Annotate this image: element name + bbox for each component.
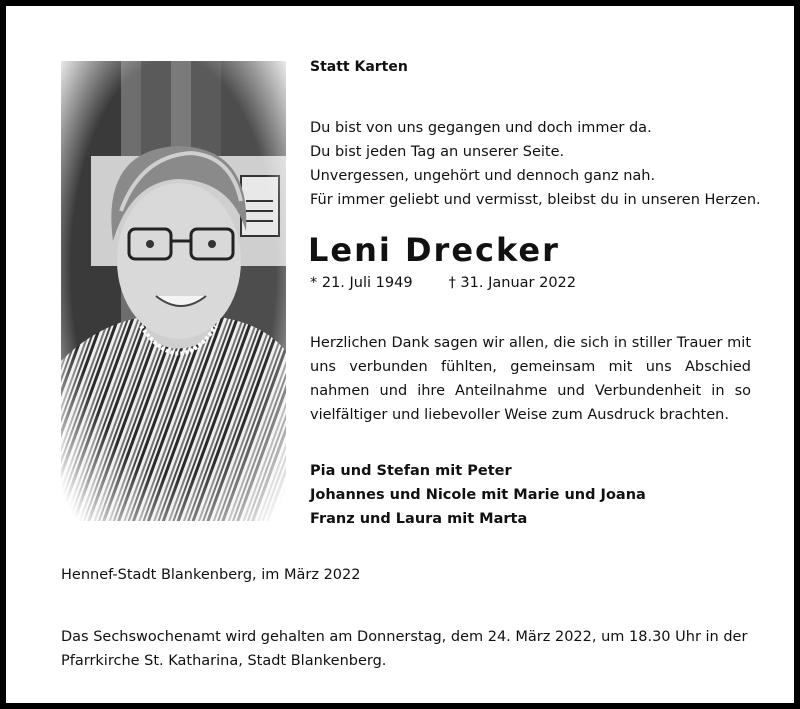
family-line: Pia und Stefan mit Peter: [310, 463, 512, 479]
thanks-paragraph: Herzlichen Dank sagen wir allen, die sich in stiller Trauer mit uns verbunden fühlten, gemeinsam mit uns Abschied nahmen und ihre Anteilnahme und Verbundenheit in so vielfältiger und liebevoller Weise zum Ausdruck brachten.: [310, 335, 751, 423]
heading-statt-karten: Statt Karten: [310, 59, 408, 75]
verse-line: Für immer geliebt und vermisst, bleibst du in unseren Herzen.: [310, 192, 761, 208]
family-signatures: [310, 459, 646, 531]
family-line: Johannes und Nicole mit Marie und Joana: [310, 487, 646, 503]
verse-line: Du bist von uns gegangen und doch immer da.: [310, 120, 652, 136]
portrait-photo: [61, 61, 286, 521]
family-line: Franz und Laura mit Marta: [310, 511, 528, 527]
birth-date: * 21. Juli 1949: [310, 275, 413, 291]
place-and-date: Hennef-Stadt Blankenberg, im März 2022: [61, 567, 361, 583]
death-date: † 31. Januar 2022: [448, 275, 576, 291]
verse-line: Unvergessen, ungehört und dennoch ganz nah.: [310, 168, 656, 184]
service-announcement: [61, 625, 747, 673]
deceased-name: Leni Drecker: [308, 231, 560, 269]
service-line: Pfarrkirche St. Katharina, Stadt Blankenberg.: [61, 653, 387, 669]
memorial-verse: [310, 116, 761, 212]
verse-line: Du bist jeden Tag an unserer Seite.: [310, 144, 565, 160]
life-dates: [310, 275, 576, 291]
service-line: Das Sechswochenamt wird gehalten am Donnerstag, dem 24. März 2022, um 18.30 Uhr in der: [61, 629, 748, 645]
